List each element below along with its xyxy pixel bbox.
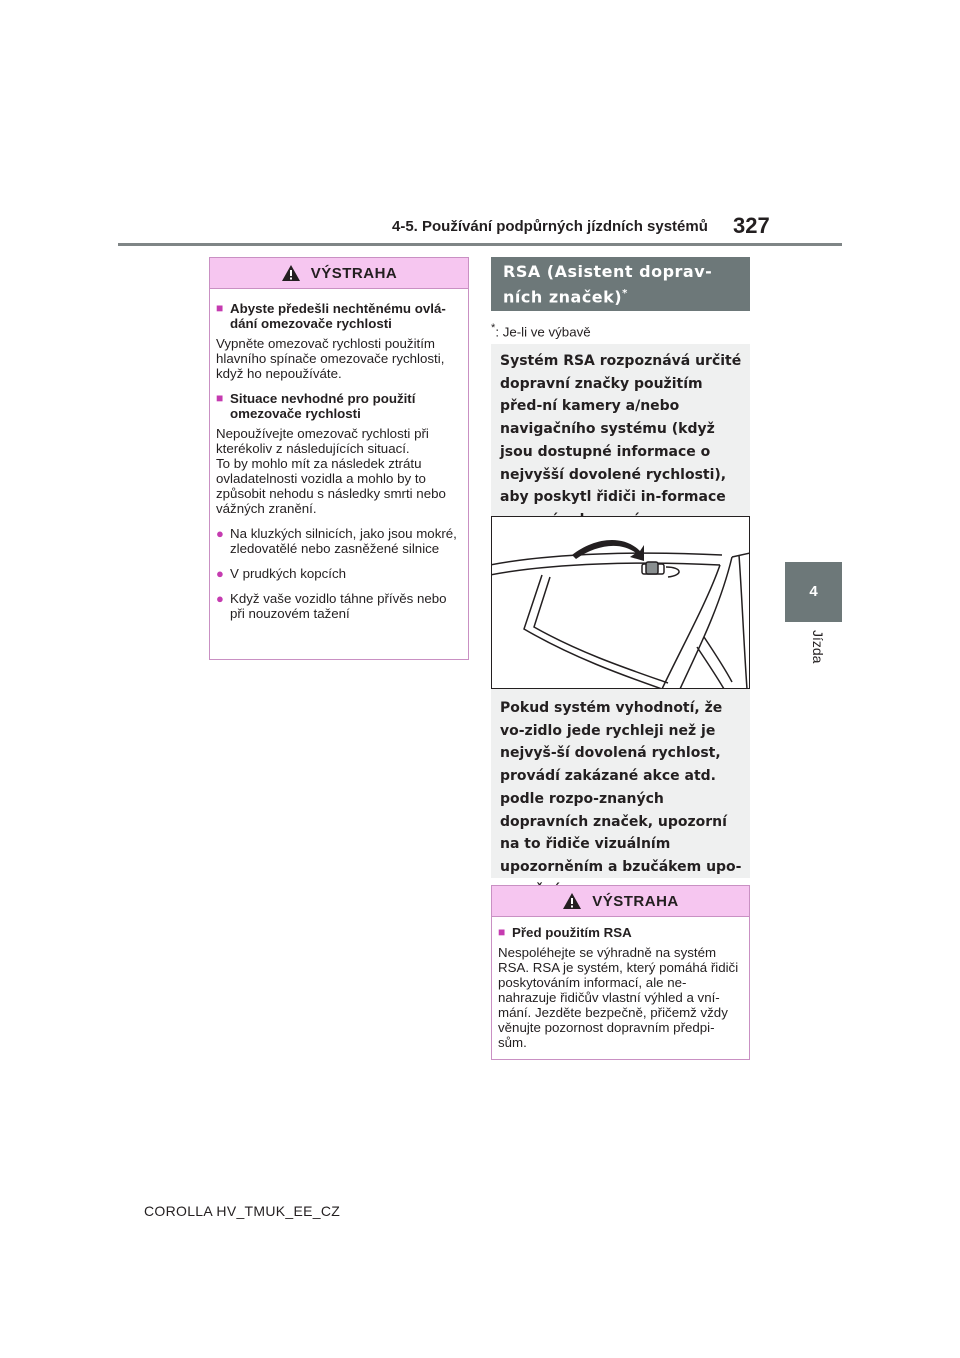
warning-header <box>210 258 468 289</box>
warning-triangle-icon <box>562 892 582 910</box>
windshield-camera-illustration <box>491 516 750 689</box>
rsa-heading <box>491 257 750 311</box>
list-item <box>216 566 462 581</box>
square-bullet-icon: ■ <box>216 301 224 315</box>
section-title: 4-5. Používání podpůrných jízdních systémů <box>392 218 708 235</box>
chapter-tab: 4 <box>785 562 842 622</box>
warning-section-heading: Situace nevhodné pro použití omezovače rychlosti <box>230 391 416 421</box>
page-number: 327 <box>733 213 770 238</box>
round-bullet-icon: ● <box>216 526 224 541</box>
rsa-heading-text: RSA (Asistent doprav-ních značek) <box>503 262 713 307</box>
warning-header <box>492 886 749 917</box>
list-item-text: Když vaše vozidlo táhne přívěs nebo při nouzovém tažení <box>230 591 447 621</box>
warning-body <box>492 917 749 1058</box>
list-item <box>216 526 462 556</box>
warning-section-heading: Před použitím RSA <box>512 925 632 940</box>
car-windshield-icon <box>492 517 750 689</box>
warning-section <box>216 301 462 331</box>
warning-triangle-icon <box>281 264 301 282</box>
rsa-heading-asterisk: * <box>622 288 628 299</box>
rsa-intro: Systém RSA rozpoznává určité dopravní značky použitím před-ní kamery a/nebo navigačního systému (když jsou dostupné informace o nejvyšší dovolené rychlosti), aby poskytl řidiči in-formace <box>500 353 742 506</box>
warning-box-left <box>209 257 469 660</box>
rsa-description: Pokud systém vyhodnotí, že vo-zidlo jede rychleji než je nejvyš-ší dovolená rychlost, provádí zakázané akce atd. podle rozpo-znaných dopravních značek, upozorní na to řidiče vizuálním upozorněním a bzučákem upo- <box>500 700 742 875</box>
warning-box-right <box>491 885 750 1060</box>
header-rule <box>118 243 842 246</box>
warning-paragraph: Nepoužívejte omezovač rychlosti při kterékoliv z následujících situací. To by mohlo mít za následek ztrátu ovladatelnosti vozidla a mohlo by to způsobit nehodu s následky smrti nebo vážných zranění. <box>216 426 446 516</box>
footnote <box>491 322 591 339</box>
square-bullet-icon: ■ <box>498 925 506 939</box>
warning-title: VÝSTRAHA <box>310 264 398 282</box>
round-bullet-icon: ● <box>216 591 224 606</box>
footnote-asterisk: * <box>491 322 496 334</box>
document-code: COROLLA HV_TMUK_EE_CZ <box>144 1203 341 1219</box>
warning-paragraph: Nespoléhejte se výhradně na systém RSA. RSA je systém, který pomáhá řidiči poskytováním informací, ale ne-nahrazuje řidičův vlastní výhled a vní-mání. Jezděte bezpečně, přičemž vždy věnujte pozornost dopravním předpi-sům. <box>498 945 739 1050</box>
warning-section-heading: Abyste předešli nechtěnému ovlá-dání omezovače rychlosti <box>230 301 446 331</box>
list-item <box>216 591 462 621</box>
list-item-text: V prudkých kopcích <box>230 566 347 581</box>
footnote-text: : Je-li ve výbavě <box>495 324 591 340</box>
warning-section <box>498 925 743 940</box>
warning-section <box>216 391 462 421</box>
square-bullet-icon: ■ <box>216 391 224 405</box>
warning-paragraph: Vypněte omezovač rychlosti použitím hlavního spínače omezovače rychlosti, když ho nepoužíváte. <box>216 336 445 381</box>
warning-title: VÝSTRAHA <box>592 892 679 910</box>
chapter-label: Jízda <box>810 630 826 664</box>
round-bullet-icon: ● <box>216 566 224 581</box>
warning-body <box>210 289 468 629</box>
list-item-text: Na kluzkých silnicích, jako jsou mokré, zledovatělé nebo zasněžené silnice <box>230 526 457 556</box>
